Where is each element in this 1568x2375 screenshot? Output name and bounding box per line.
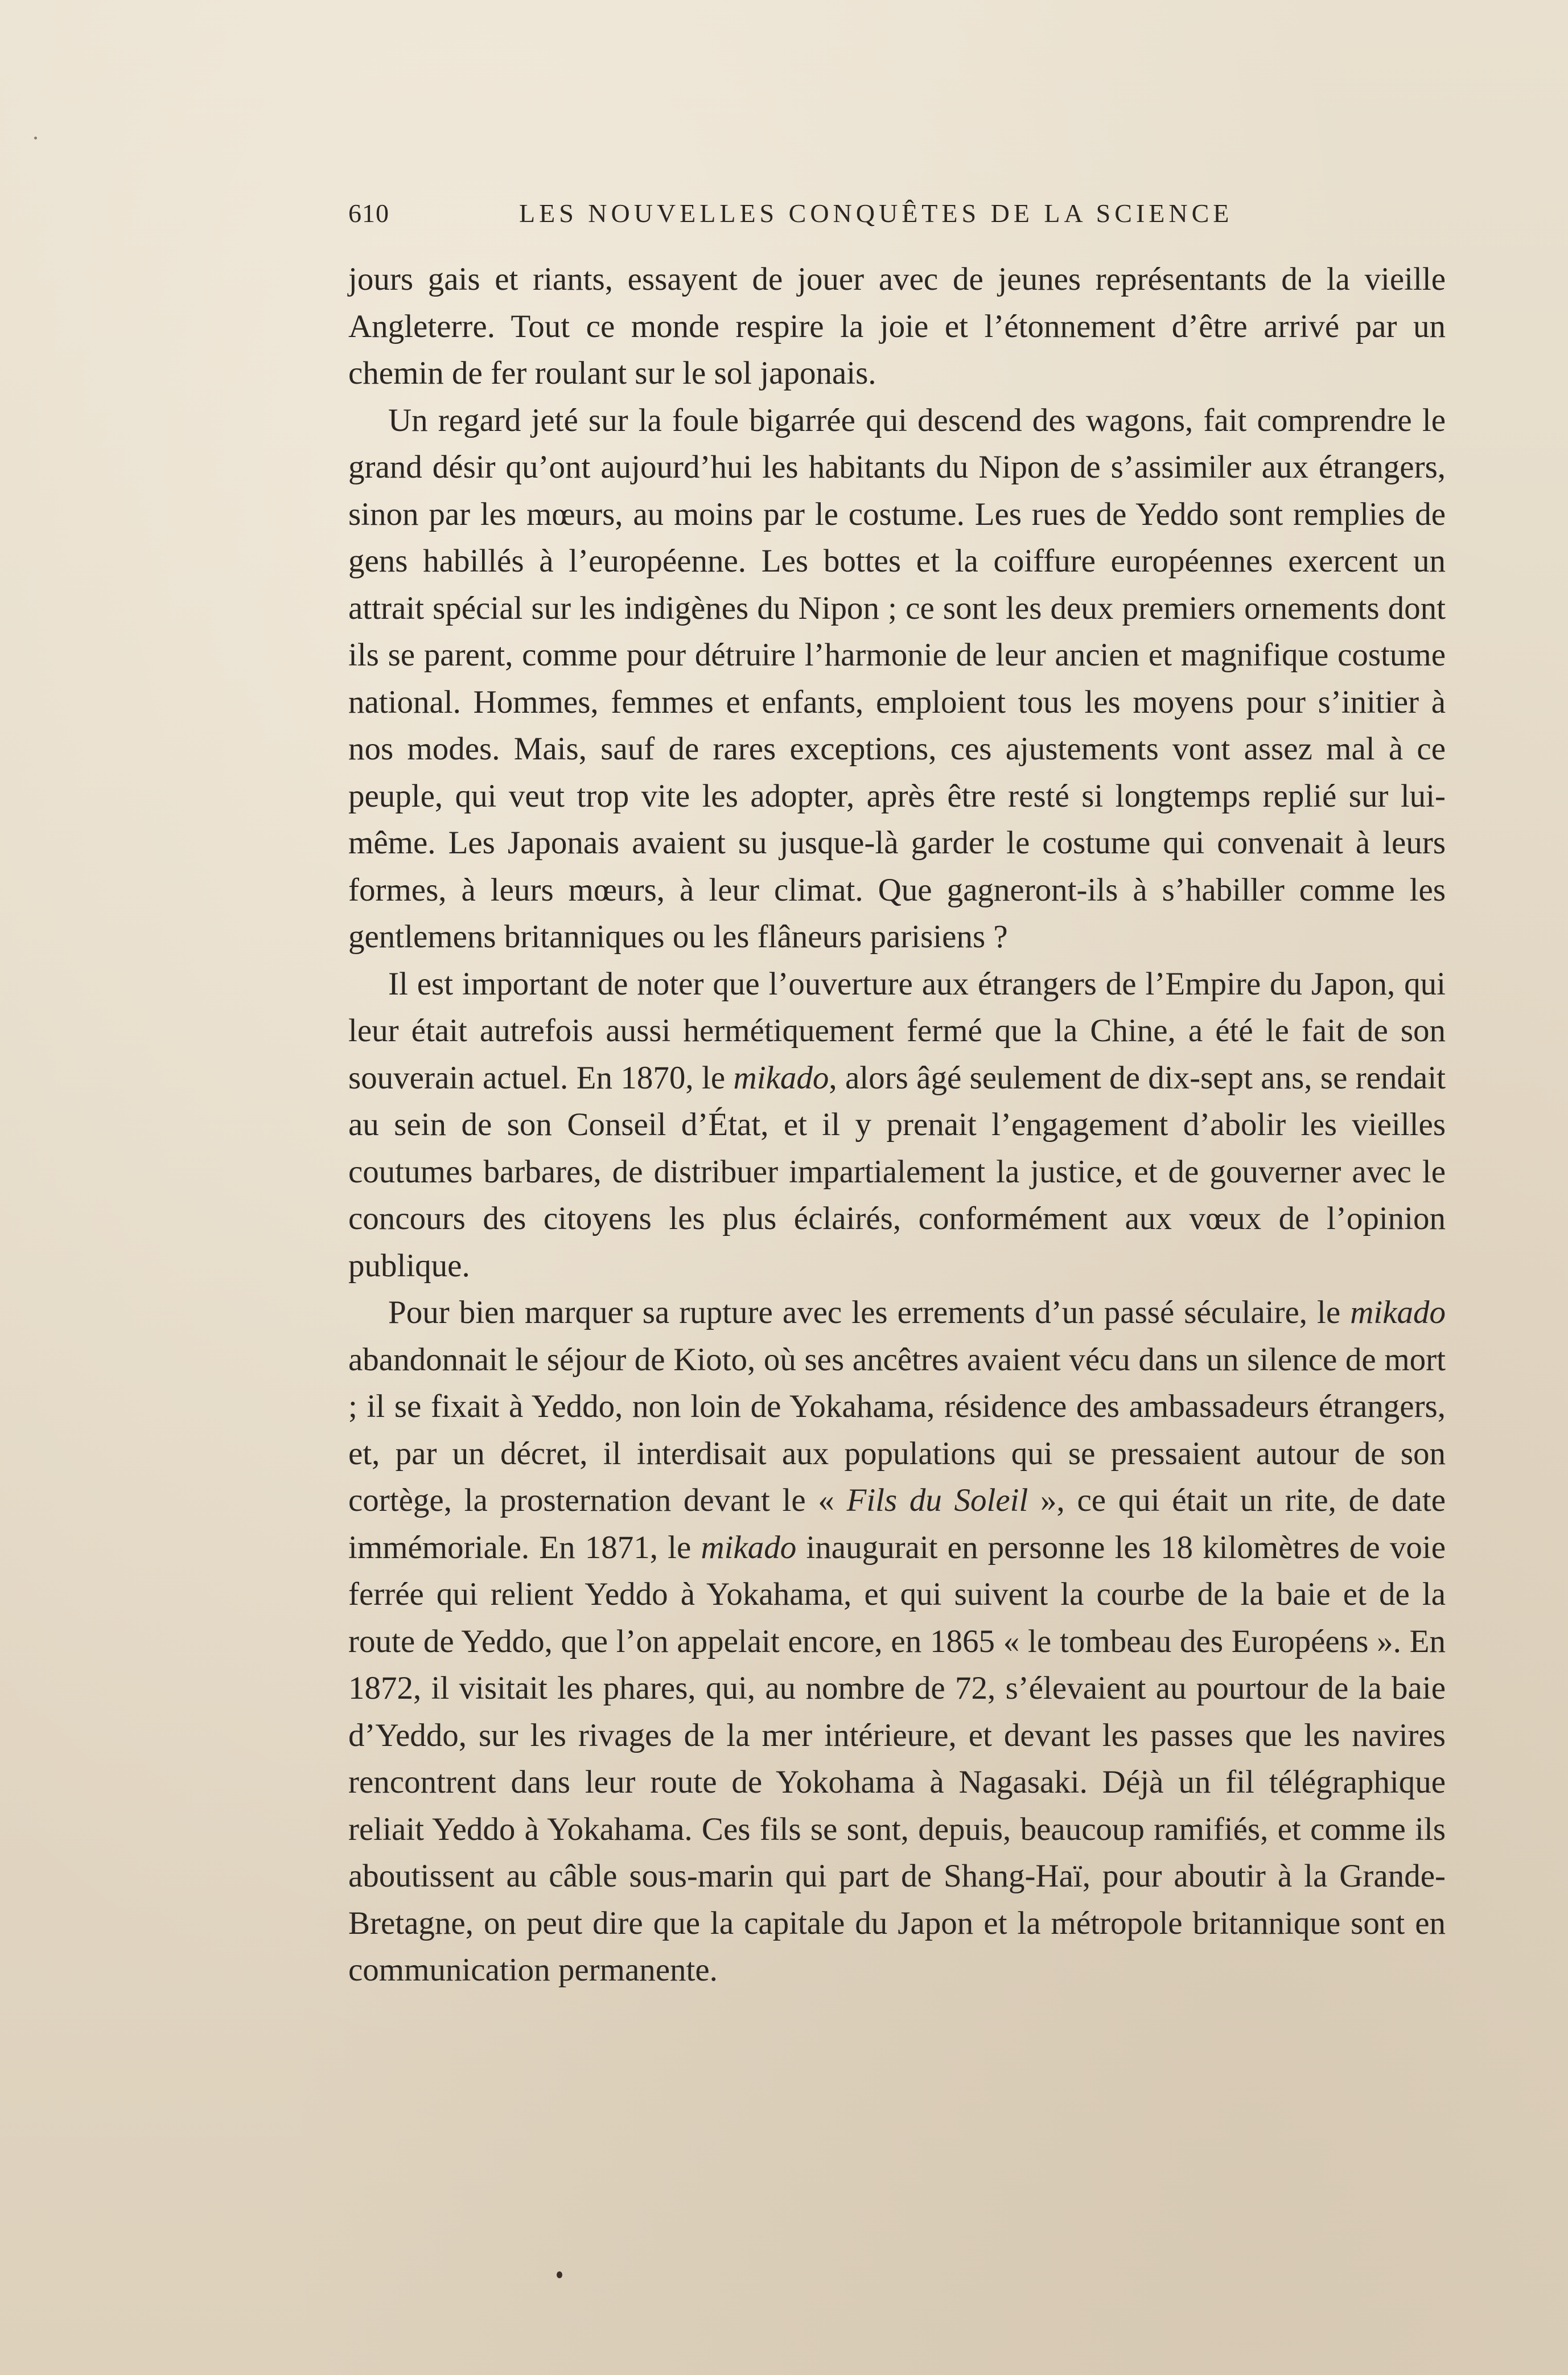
text-run: Il est important de noter que l’ouverture aux étrangers de l’Empire du Japon, qui leur était autrefois aussi hermétiquement fermé que la Chine, a été le fait de son souverain actuel. En 1870, le	[348, 965, 1446, 1096]
text-run: jours gais et riants, essayent de jouer avec de jeunes représentants de la vieille Angleterre. Tout ce monde respire la joie et l’étonnement d’être arrivé par un chemin de fer roulant sur le sol japonais.	[348, 261, 1446, 391]
text-run: Un regard jeté sur la foule bigarrée qui descend des wagons, fait comprendre le grand désir qu’ont aujourd’hui les habitants du Nipon de s’assimiler aux étrangers, sinon par les mœurs, au moins par le costume. Les rues de Yeddo sont remplies de gens habillés à l’européenne. Les bottes et la coiffure européennes exercent un attrait spécial sur les indigènes du Nipon ; ce sont les deux premiers ornements dont ils se parent, comme pour détruire l’harmonie de leur ancien et magnifique costume national. Hommes, femmes et enfants, emploient tous les moyens pour s’initier à nos modes. Mais, sauf de rares exceptions, ces ajustements vont assez mal à ce peuple, qui veut trop vite les adopter, après être resté si longtemps replié sur lui-même. Les Japonais avaient su jusque-là garder le costume qui convenait à leurs formes, à leurs mœurs, à leur climat. Que gagneront-ils à s’habiller comme les gentlemens britanniques ou les flâneurs parisiens ?	[348, 402, 1446, 955]
text-run: inaugurait en personne les 18 kilomètres de voie ferrée qui relient Yeddo à Yokahama, et qui suivent la courbe de la baie et de la route de Yeddo, que l’on appelait encore, en 1865 « le tombeau des Européens ». En 1872, il visitait les phares, qui, au nombre de 72, s’élevaient au pourtour de la baie d’Yeddo, sur les rivages de la mer intérieure, et devant les passes que les navires rencontrent dans leur route de Yokohama à Nagasaki. Déjà un fil télégraphique reliait Yeddo à Yokahama. Ces fils se sont, depuis, beaucoup ramifiés, et comme ils aboutissent au câble sous-marin qui part de Shang-Haï, pour aboutir à la Grande-Bretagne, on peut dire que la capitale du Japon et la métropole britannique sont en communication permanente.	[348, 1529, 1446, 1988]
body-text	[348, 256, 1446, 1994]
italic-text: mikado	[1350, 1295, 1446, 1330]
paragraph	[348, 1289, 1446, 1994]
paragraph	[348, 397, 1446, 961]
text-run: abandonnait le séjour de Kioto, où ses ancêtres avaient vécu dans un silence de mort ; il se fixait à Yeddo, non loin de Yokahama, résidence des ambassadeurs étrangers, et, par un décret, il interdisait aux populations qui se pressaient autour de son cortège, la prosternation devant le «	[348, 1341, 1446, 1518]
paragraph	[348, 256, 1446, 397]
paper-speck	[34, 137, 37, 139]
page-number: 610	[348, 199, 389, 228]
page-header	[348, 194, 1446, 239]
italic-text: mikado	[733, 1059, 829, 1096]
italic-text: mikado	[701, 1529, 797, 1565]
text-run: », ce qui était un rite, de date immémoriale. En 1871, le	[348, 1482, 1446, 1565]
ink-speck	[557, 2271, 562, 2278]
text-run: Pour bien marquer sa rupture avec les errements d’un passé séculaire, le	[388, 1295, 1351, 1330]
paragraph	[348, 961, 1446, 1290]
text-run: , alors âgé seulement de dix-sept ans, se rendait au sein de son Conseil d’État, et il y prenait l’engagement d’abolir les vieilles coutumes barbares, de distribuer impartialement la justice, et de gouverner avec le concours des citoyens les plus éclairés, conformément aux vœux de l’opinion publique.	[348, 1059, 1446, 1284]
italic-text: Fils du Soleil	[846, 1482, 1028, 1518]
running-head: LES NOUVELLES CONQUÊTES DE LA SCIENCE	[519, 199, 1233, 228]
